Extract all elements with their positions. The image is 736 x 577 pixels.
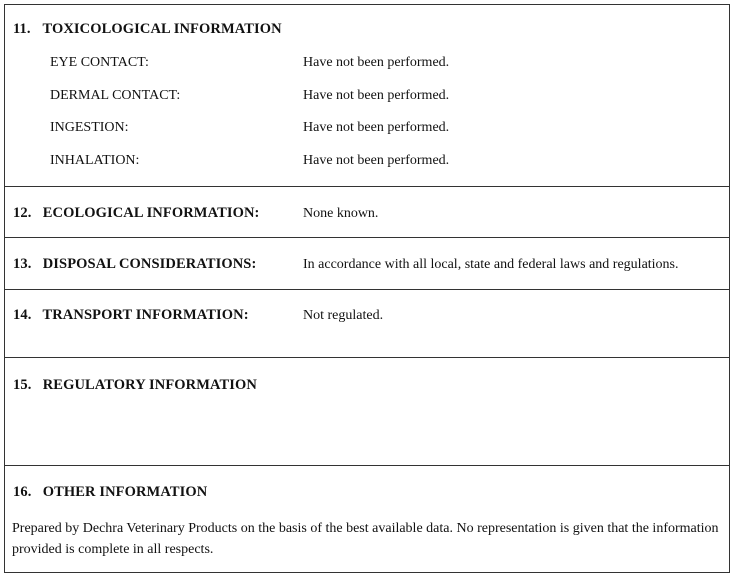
section-heading <box>13 205 259 222</box>
section-toxicological <box>4 4 730 187</box>
inhalation-label: INHALATION: <box>50 153 140 168</box>
section-title: DISPOSAL CONSIDERATIONS: <box>42 256 257 272</box>
disposal-value: In accordance with all local, state and federal laws and regulations. <box>303 257 679 272</box>
other-information-text: Prepared by Dechra Veterinary Products on the basis of the best available data. No representation is given that the information provided is complete in all respects. <box>12 521 719 557</box>
section-heading <box>13 256 256 273</box>
section-transport <box>4 289 730 358</box>
section-heading <box>13 484 207 501</box>
ecological-value: None known. <box>303 206 379 221</box>
section-other <box>4 465 730 573</box>
eye-contact-value: Have not been performed. <box>303 55 450 70</box>
inhalation-value: Have not been performed. <box>303 153 450 168</box>
dermal-contact-value: Have not been performed. <box>303 88 450 103</box>
transport-value: Not regulated. <box>303 308 384 323</box>
section-regulatory <box>4 357 730 466</box>
section-title: OTHER INFORMATION <box>42 484 208 500</box>
section-heading <box>13 377 257 394</box>
section-title: REGULATORY INFORMATION <box>42 377 257 393</box>
section-number: 12. <box>13 205 32 221</box>
section-ecological <box>4 186 730 238</box>
dermal-contact-label: DERMAL CONTACT: <box>50 88 181 103</box>
section-title: TRANSPORT INFORMATION: <box>42 307 249 323</box>
section-number: 13. <box>13 256 32 272</box>
section-number: 11. <box>13 21 31 37</box>
section-title: TOXICOLOGICAL INFORMATION <box>42 21 282 37</box>
section-title: ECOLOGICAL INFORMATION: <box>42 205 260 221</box>
eye-contact-label: EYE CONTACT: <box>50 55 149 70</box>
section-number: 15. <box>13 377 32 393</box>
section-heading <box>13 21 282 38</box>
section-number: 16. <box>13 484 32 500</box>
section-number: 14. <box>13 307 32 323</box>
ingestion-label: INGESTION: <box>50 120 129 135</box>
ingestion-value: Have not been performed. <box>303 120 450 135</box>
section-disposal <box>4 237 730 290</box>
section-heading <box>13 307 249 324</box>
